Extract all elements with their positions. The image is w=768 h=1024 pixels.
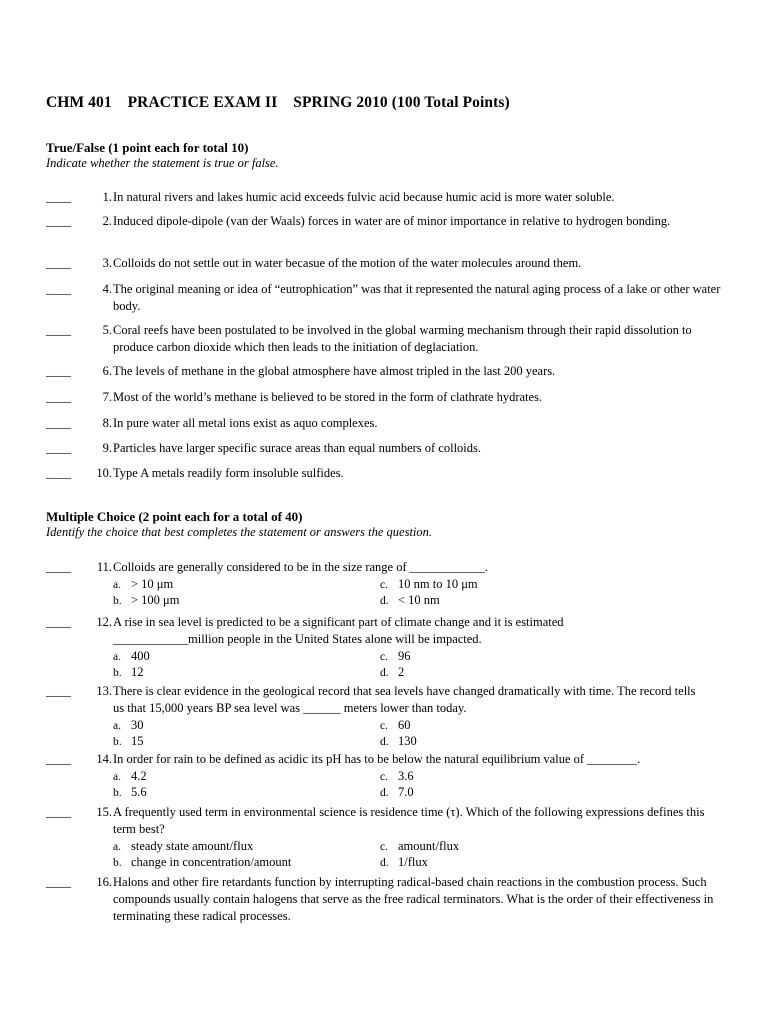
- mc-question: [46, 683, 746, 749]
- option-c[interactable]: c. 3.6: [380, 769, 414, 783]
- question-number: 12.: [96, 615, 112, 629]
- question-number: 5.: [102, 323, 112, 337]
- question-number: 11.: [96, 560, 112, 574]
- question-text: Induced dipole-dipole (van der Waals) forces in water are of minor importance in relative to hydrogen bonding.: [113, 214, 671, 228]
- answer-blank[interactable]: ____: [46, 441, 71, 455]
- option-b[interactable]: b. 12: [113, 665, 144, 679]
- tf-question: [46, 415, 746, 432]
- question-number: 16.: [96, 875, 112, 889]
- question-text: There is clear evidence in the geological record that sea levels have changed dramatically with time. The record tells us that 15,000 years BP sea level was ______ meters lower than today.: [113, 684, 696, 715]
- option-b[interactable]: b. 5.6: [113, 785, 147, 799]
- option-d[interactable]: d. 1/flux: [380, 855, 428, 869]
- answer-options: [113, 838, 746, 870]
- answer-blank[interactable]: ____: [46, 364, 71, 378]
- question-text: In natural rivers and lakes humic acid exceeds fulvic acid because humic acid is more water soluble.: [113, 190, 615, 204]
- option-a[interactable]: a. 4.2: [113, 769, 147, 783]
- option-b[interactable]: b. change in concentration/amount: [113, 855, 292, 869]
- option-c[interactable]: c. amount/flux: [380, 839, 460, 853]
- question-text: A frequently used term in environmental science is residence time (τ). Which of the following expressions defines this term best?: [113, 805, 705, 836]
- answer-blank[interactable]: ____: [46, 684, 71, 698]
- mc-question: [46, 804, 746, 870]
- question-number: 9.: [102, 441, 112, 455]
- tf-question: [46, 363, 746, 380]
- answer-blank[interactable]: ____: [46, 805, 71, 819]
- page-title: CHM 401 PRACTICE EXAM II SPRING 2010 (100 Total Points): [46, 94, 510, 111]
- option-c[interactable]: c. 60: [380, 718, 411, 732]
- tf-question: [46, 189, 746, 206]
- question-text: Colloids do not settle out in water becasue of the motion of the water molecules around them.: [113, 256, 582, 270]
- question-number: 2.: [102, 214, 112, 228]
- question-text: In pure water all metal ions exist as aquo complexes.: [113, 416, 378, 430]
- answer-blank[interactable]: ____: [46, 390, 71, 404]
- tf-question: [46, 389, 746, 406]
- answer-blank[interactable]: ____: [46, 615, 71, 629]
- answer-blank[interactable]: ____: [46, 323, 71, 337]
- tf-section-heading: True/False (1 point each for total 10): [46, 140, 249, 155]
- option-c[interactable]: c. 10 nm to 10 μm: [380, 577, 478, 591]
- tf-question: [46, 465, 746, 482]
- option-b[interactable]: b. 15: [113, 734, 144, 748]
- question-text: The levels of methane in the global atmosphere have almost tripled in the last 200 years.: [113, 364, 556, 378]
- option-a[interactable]: a. 30: [113, 718, 144, 732]
- answer-blank[interactable]: ____: [46, 875, 71, 889]
- option-c[interactable]: c. 96: [380, 649, 411, 663]
- answer-blank[interactable]: ____: [46, 190, 71, 204]
- option-d[interactable]: d. < 10 nm: [380, 593, 440, 607]
- option-d[interactable]: d. 130: [380, 734, 417, 748]
- answer-options: [113, 576, 746, 608]
- question-number: 15.: [96, 805, 112, 819]
- question-text: In order for rain to be defined as acidic its pH has to be below the natural equilibrium value of ________.: [113, 752, 641, 766]
- mc-question: [46, 751, 746, 800]
- tf-question: [46, 322, 746, 356]
- option-b[interactable]: b. > 100 μm: [113, 593, 180, 607]
- answer-blank[interactable]: ____: [46, 214, 71, 228]
- tf-question: [46, 255, 746, 272]
- option-d[interactable]: d. 7.0: [380, 785, 414, 799]
- tf-section-instruction: Indicate whether the statement is true or false.: [46, 156, 279, 170]
- question-number: 8.: [102, 416, 112, 430]
- tf-question: [46, 440, 746, 457]
- question-number: 13.: [96, 684, 112, 698]
- question-text: Most of the world’s methane is believed to be stored in the form of clathrate hydrates.: [113, 390, 543, 404]
- question-text: The original meaning or idea of “eutrophication” was that it represented the natural aging process of a lake or other water body.: [113, 282, 721, 313]
- question-text: Coral reefs have been postulated to be involved in the global warming mechanism through their rapid dissolution to produce carbon dioxide which then leads to the initiation of deglaciation.: [113, 323, 692, 354]
- mc-question: [46, 559, 746, 608]
- question-number: 3.: [102, 256, 112, 270]
- mc-section-instruction: Identify the choice that best completes the statement or answers the question.: [46, 525, 433, 539]
- mc-question: [46, 614, 746, 680]
- tf-question: [46, 281, 746, 315]
- question-number: 10.: [96, 466, 112, 480]
- tf-question: [46, 213, 746, 230]
- question-text: Colloids are generally considered to be in the size range of ____________.: [113, 560, 488, 574]
- question-text: Particles have larger specific surace areas than equal numbers of colloids.: [113, 441, 482, 455]
- answer-blank[interactable]: ____: [46, 752, 71, 766]
- mc-question: [46, 874, 746, 925]
- option-a[interactable]: a. 400: [113, 649, 150, 663]
- answer-options: [113, 717, 746, 749]
- question-number: 1.: [102, 190, 112, 204]
- option-a[interactable]: a. steady state amount/flux: [113, 839, 254, 853]
- answer-options: [113, 648, 746, 680]
- question-number: 4.: [102, 282, 112, 296]
- question-number: 7.: [102, 390, 112, 404]
- answer-blank[interactable]: ____: [46, 416, 71, 430]
- option-d[interactable]: d. 2: [380, 665, 405, 679]
- answer-options: [113, 768, 746, 800]
- question-text: Halons and other fire retardants function by interrupting radical-based chain reactions in the combustion process. Such compounds usually contain halogens that serve as the free radical terminators. What is the order of their effectiveness in terminating these radical processes.: [113, 875, 714, 923]
- answer-blank[interactable]: ____: [46, 466, 71, 480]
- mc-section-heading: Multiple Choice (2 point each for a total of 40): [46, 509, 303, 524]
- question-number: 14.: [96, 752, 112, 766]
- question-text: Type A metals readily form insoluble sulfides.: [113, 466, 344, 480]
- question-number: 6.: [102, 364, 112, 378]
- answer-blank[interactable]: ____: [46, 560, 71, 574]
- option-a[interactable]: a. > 10 μm: [113, 577, 174, 591]
- question-text: A rise in sea level is predicted to be a significant part of climate change and it is estimated ____________million people in the United States alone will be impacted.: [113, 615, 564, 646]
- answer-blank[interactable]: ____: [46, 282, 71, 296]
- answer-blank[interactable]: ____: [46, 256, 71, 270]
